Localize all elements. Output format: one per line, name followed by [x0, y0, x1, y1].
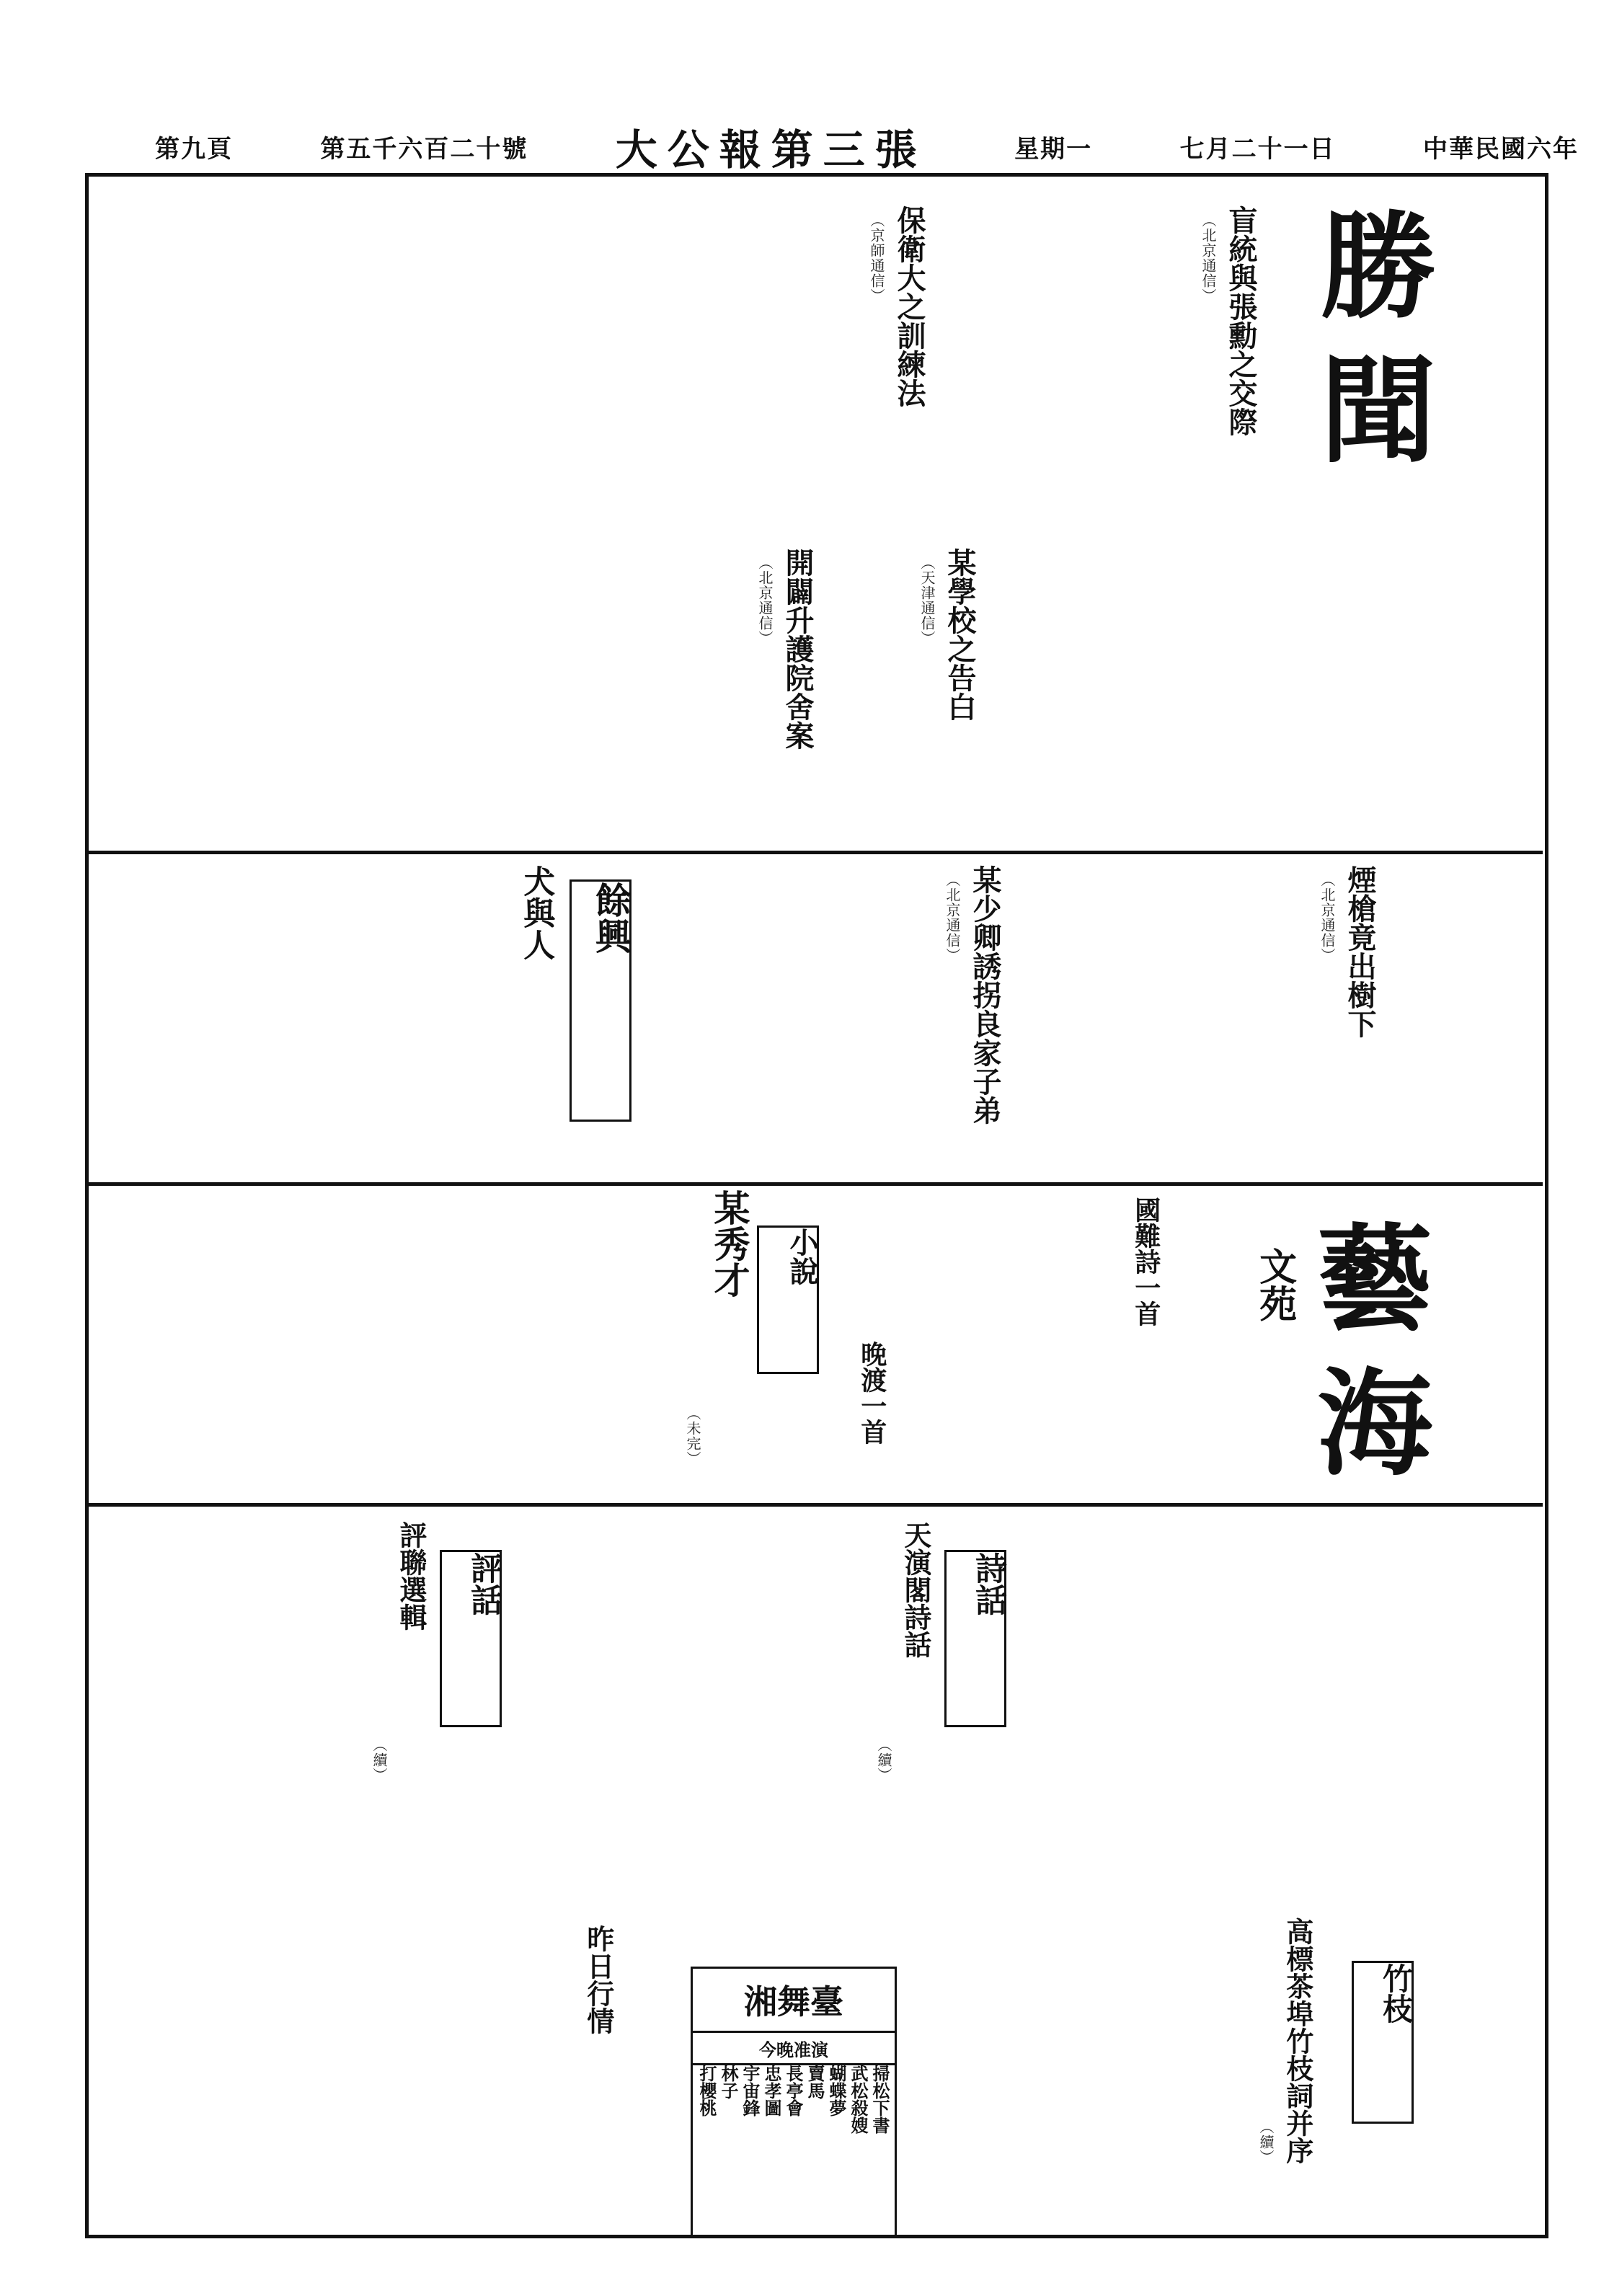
play-title: 林子 — [718, 2065, 739, 2099]
article-title: 盲統與張勳之交際 — [1224, 205, 1258, 436]
article-title: 昨日行情 — [582, 1925, 615, 2034]
article-title: 高標茶埠竹枝詞并序 — [1281, 1918, 1314, 2164]
article-title: 晚渡一首 — [856, 1341, 887, 1445]
masthead-date: 中華民國六年 — [1422, 134, 1579, 164]
article-lead: （北京通信） — [1200, 213, 1217, 303]
section-header-news: 勝聞 — [1301, 205, 1437, 494]
play-list — [691, 2060, 892, 2233]
article-title: 天演閣詩話 — [899, 1521, 932, 1658]
publication-title: 大公報第三張 — [615, 125, 927, 174]
article-title: 某少卿誘拐良家子弟 — [968, 865, 1002, 1125]
masthead — [155, 114, 1579, 179]
play-title: 長亭會 — [783, 2065, 804, 2117]
theatre-name: 湘舞臺 — [693, 1969, 895, 2033]
section-extra: 餘興 — [570, 879, 631, 1122]
masthead-page: 第九頁 — [155, 134, 233, 164]
play-title: 忠孝圖 — [761, 2065, 782, 2117]
theatre-tonight: 今晚准演 — [693, 2033, 895, 2065]
section-review: 評話 — [440, 1550, 502, 1727]
play-title: 賣馬 — [805, 2065, 825, 2099]
article-title: 某秀才 — [708, 1189, 751, 1298]
article-lead: （北京通信） — [756, 555, 774, 646]
article-lead: （京師通信） — [868, 213, 885, 303]
play-title: 武松殺嫂 — [848, 2065, 869, 2134]
divider — [87, 851, 1543, 854]
play-title: 蝴蝶夢 — [826, 2065, 847, 2117]
section-wenyuan: 文苑 — [1252, 1247, 1297, 1322]
article-title: 煙槍竟出樹下 — [1343, 865, 1377, 1038]
article-title: 保衛大之訓練法 — [892, 205, 926, 407]
article-title: 犬與人 — [518, 865, 555, 960]
section-zhuzhi: 竹枝 — [1352, 1961, 1414, 2124]
article-lead: （續） — [371, 1737, 388, 1783]
section-header-arts: 藝海 — [1298, 1218, 1433, 1507]
article-lead: （續） — [1257, 2119, 1275, 2165]
section-poetry-talk: 詩話 — [944, 1550, 1006, 1727]
masthead-lunar-date: 七月二十一日 — [1179, 134, 1336, 164]
play-title: 宇宙鋒 — [740, 2065, 761, 2117]
article-title: 開闢升護院舍案 — [781, 548, 815, 750]
divider — [87, 1182, 1543, 1186]
play-title: 打櫻桃 — [696, 2065, 717, 2117]
article-lead: （北京通信） — [944, 872, 961, 963]
section-novel: 小說 — [757, 1225, 819, 1374]
masthead-issue: 第五千六百二十號 — [320, 134, 528, 164]
article-title: 某學校之告白 — [943, 548, 977, 721]
masthead-weekday: 星期一 — [1014, 134, 1093, 164]
play-title: 掃松下書 — [869, 2065, 890, 2134]
article-title: 評聯選輯 — [394, 1521, 427, 1631]
article-lead: （續） — [875, 1737, 892, 1783]
article-lead: （北京通信） — [1319, 872, 1336, 963]
article-lead: （未完） — [684, 1406, 701, 1466]
article-title: 國難詩一首 — [1130, 1197, 1161, 1326]
article-lead: （天津通信） — [918, 555, 936, 646]
